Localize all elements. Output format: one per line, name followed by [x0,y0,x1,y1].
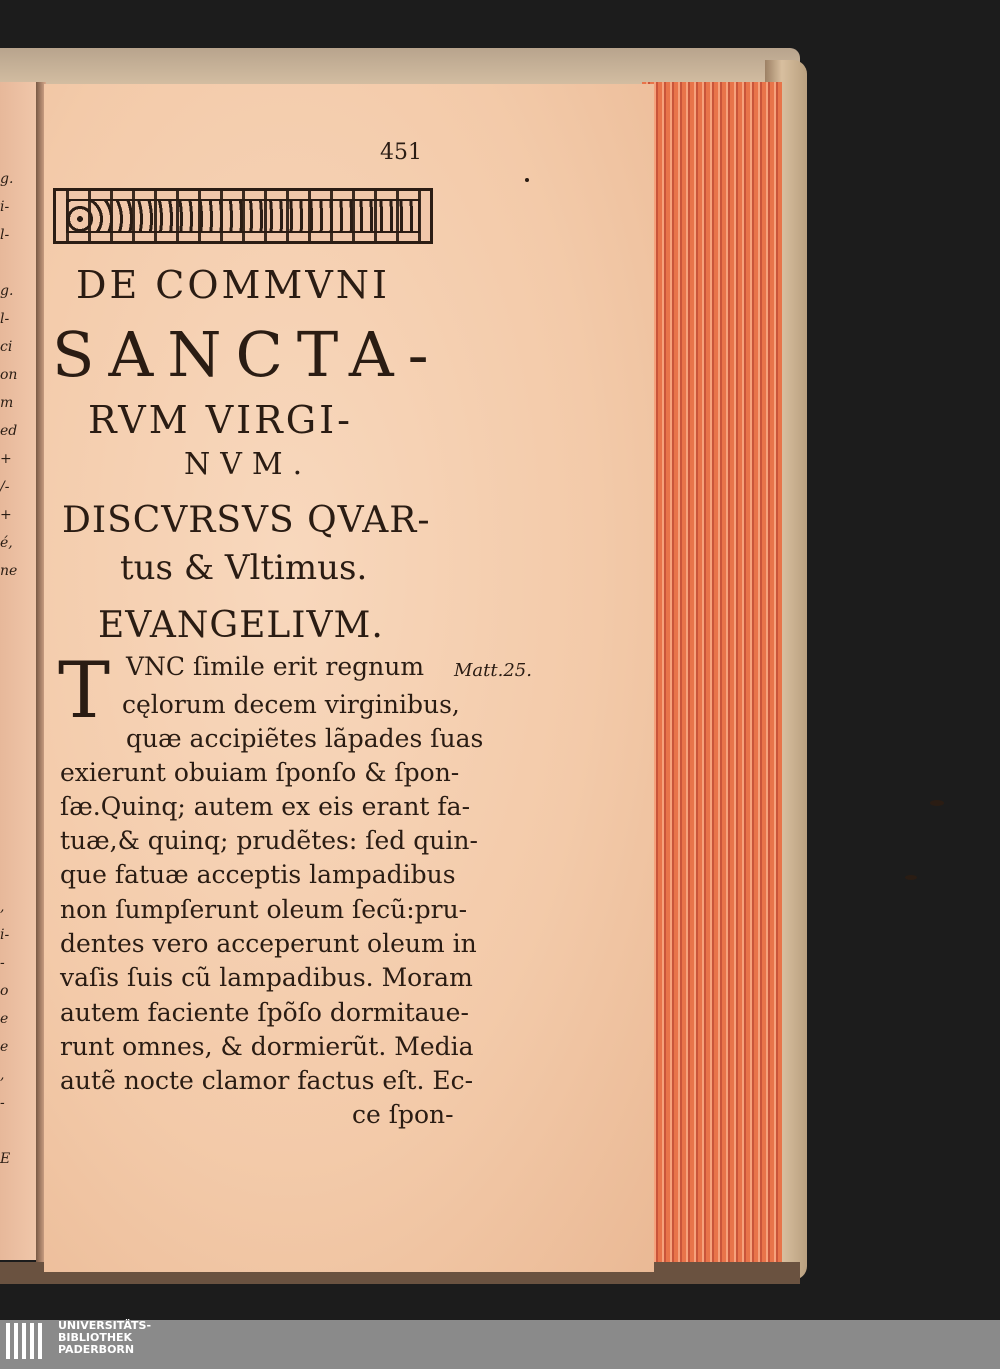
left-margin-fragment [0,641,14,669]
heading-line-5: DISCVRSVS QVAR- [62,500,431,541]
body-line: autẽ nocte clamor factus eſt. Ec- [60,1066,474,1095]
body-line: quæ accipiẽtes lãpades ſuas [126,724,484,753]
heading-line-1: DE COMMVNI [76,263,391,307]
left-margin-fragment: ne [0,563,18,579]
left-margin-fragment: i- [0,199,10,215]
left-margin-fragment [0,669,14,697]
library-name-line-3: PADERBORN [58,1343,135,1356]
left-margin-fragment: - [0,1095,5,1111]
page-number: 451 [380,140,422,165]
body-line: cęlorum decem virginibus, [122,690,460,719]
library-name [58,1320,151,1356]
left-margin-fragment: ed [0,423,18,439]
ink-mark [905,875,917,880]
library-name-line-1: UNIVERSITÄTS- [58,1319,152,1332]
left-margin-fragment: g. [0,283,14,299]
heading-line-3: RVM VIRGI- [88,398,353,442]
drop-cap: T [58,646,111,736]
left-margin-fragment [0,837,14,865]
body-line: tuæ,& quinq; prudẽtes: ſed quin- [60,826,478,855]
heading-line-7: EVANGELIVM. [98,605,384,646]
left-margin-fragment [0,585,14,613]
body-line: runt omnes, & dormierũt. Media [60,1032,474,1061]
left-margin-fragment [0,725,14,753]
left-margin-fragment: e [0,1039,9,1055]
body-line: vaſis ſuis cũ lampadibus. Moram [60,963,473,992]
left-margin-fragment: l- [0,311,10,327]
body-line: ſæ.Quinq; autem ex eis erant fa- [60,792,471,821]
left-margin-fragment: E [0,1151,11,1167]
left-margin-fragment: - [0,955,5,971]
left-margin-fragment [0,613,14,641]
left-margin-fragments [0,165,18,1173]
library-logo-icon [6,1323,46,1365]
page-edges [642,82,782,1267]
left-margin-fragment: e [0,1011,9,1027]
left-margin-fragment: on [0,367,18,383]
marginal-note: Matt.25. [454,660,532,681]
left-margin-fragment: , [0,899,5,915]
left-margin-fragment [0,249,14,277]
body-line: autem faciente ſpõſo dormitaue- [60,998,469,1027]
ornament-pattern [66,199,420,233]
left-margin-fragment: + [0,451,12,467]
library-name-line-2: BIBLIOTHEK [58,1331,133,1344]
ornamental-headpiece [53,188,433,244]
body-line: non ſumpſerunt oleum ſecũ:pru- [60,895,468,924]
heading-line-6: tus & Vltimus. [120,548,368,588]
body-line: exierunt obuiam ſponſo & ſpon- [60,758,460,787]
left-margin-fragment [0,697,14,725]
left-margin-fragment: m [0,395,14,411]
left-margin-fragment: ci [0,339,13,355]
left-margin-fragment: /- [0,479,10,495]
left-margin-fragment: g. [0,171,14,187]
left-margin-fragment [0,865,14,893]
body-line: ce ſpon- [352,1100,454,1129]
heading-line-2: SANCTA- [52,318,443,391]
left-margin-fragment: o [0,983,9,999]
heading-line-4: NVM. [184,447,313,482]
body-line: dentes vero acceperunt oleum in [60,929,477,958]
left-margin-fragment: é, [0,535,13,551]
left-margin-fragment [0,781,14,809]
ink-mark [930,800,944,806]
left-margin-fragment: l- [0,227,10,243]
body-line: que fatuæ acceptis lampadibus [60,860,456,889]
left-margin-fragment: , [0,1067,5,1083]
left-margin-fragment: + [0,507,12,523]
ink-mark [525,178,529,182]
body-line: VNC ſimile erit regnum [126,652,425,681]
left-margin-fragment [0,809,14,837]
left-margin-fragment: i- [0,927,10,943]
left-margin-fragment [0,753,14,781]
left-margin-fragment [0,1117,14,1145]
